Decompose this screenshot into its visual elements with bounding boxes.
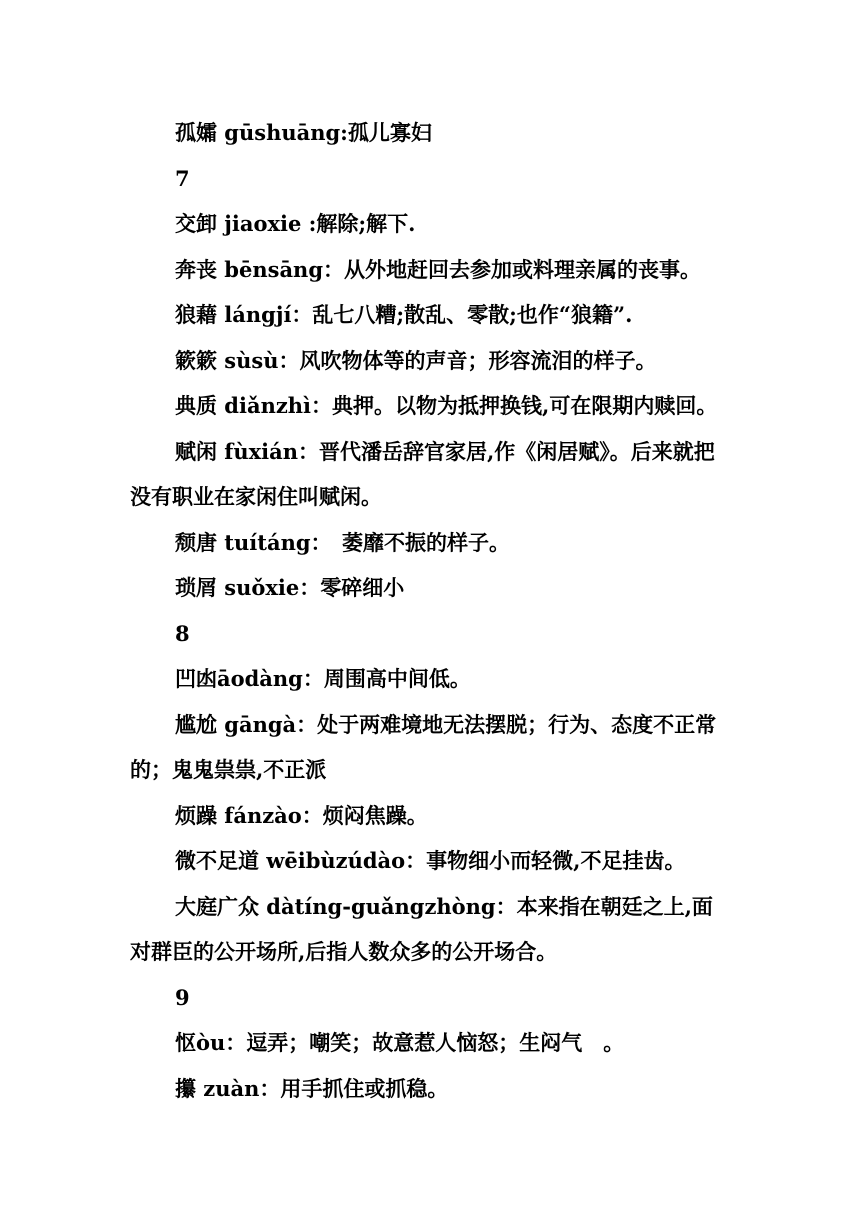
entry-line: 大庭广众 dàtíng-guǎngzhòng：本来指在朝廷之上,面对群臣的公开场所,后指人数众多的公开场合。 <box>130 893 713 964</box>
entry-line: 琐屑 suǒxie：零碎细小 <box>175 575 405 600</box>
entry-line: 簌簌 sùsù：风吹物体等的声音；形容流泪的样子。 <box>175 347 657 373</box>
entry-line: 交卸 jiaoxie :解除;解下. <box>175 211 416 236</box>
vocabulary-list <box>130 110 730 1111</box>
section-number: 9 <box>175 984 190 1010</box>
entry-line: 微不足道 wēibùzúdào：事物细小而轻微,不足挂齿。 <box>175 848 686 873</box>
entry-line: 尴尬 gāngà：处于两难境地无法摆脱；行为、态度不正常的；鬼鬼祟祟,不正派 <box>130 711 717 782</box>
entry-line: 奔丧 bēnsāng：从外地赶回去参加或料理亲属的丧事。 <box>175 256 702 282</box>
entry-line: 烦躁 fánzào：烦闷焦躁。 <box>175 802 428 828</box>
section-number: 7 <box>175 165 190 191</box>
entry-line: 典质 diǎnzhì：典押。以物为抵押换钱,可在限期内赎回。 <box>175 393 718 418</box>
section-number: 8 <box>175 620 190 646</box>
entry-line: 狼藉 lángjí：乱七八糟;散乱、零散;也作“狼籍”. <box>175 302 633 327</box>
entry-line: 攥 zuàn：用手抓住或抓稳。 <box>175 1075 449 1101</box>
entry-line: 赋闲 fùxián：晋代潘岳辞官家居,作《闲居赋》。后来就把没有职业在家闲住叫赋闲。 <box>130 438 715 509</box>
entry-line: 怄òu：逗弄；嘲笑；故意惹人恼怒；生闷气 。 <box>175 1030 625 1055</box>
entry-line: 孤孀 gūshuāng:孤儿寡妇 <box>175 120 432 145</box>
entry-line: 颓唐 tuítáng： 萎靡不振的样子。 <box>175 529 511 555</box>
entry-line: 凹凼āodàng：周围高中间低。 <box>175 666 471 691</box>
